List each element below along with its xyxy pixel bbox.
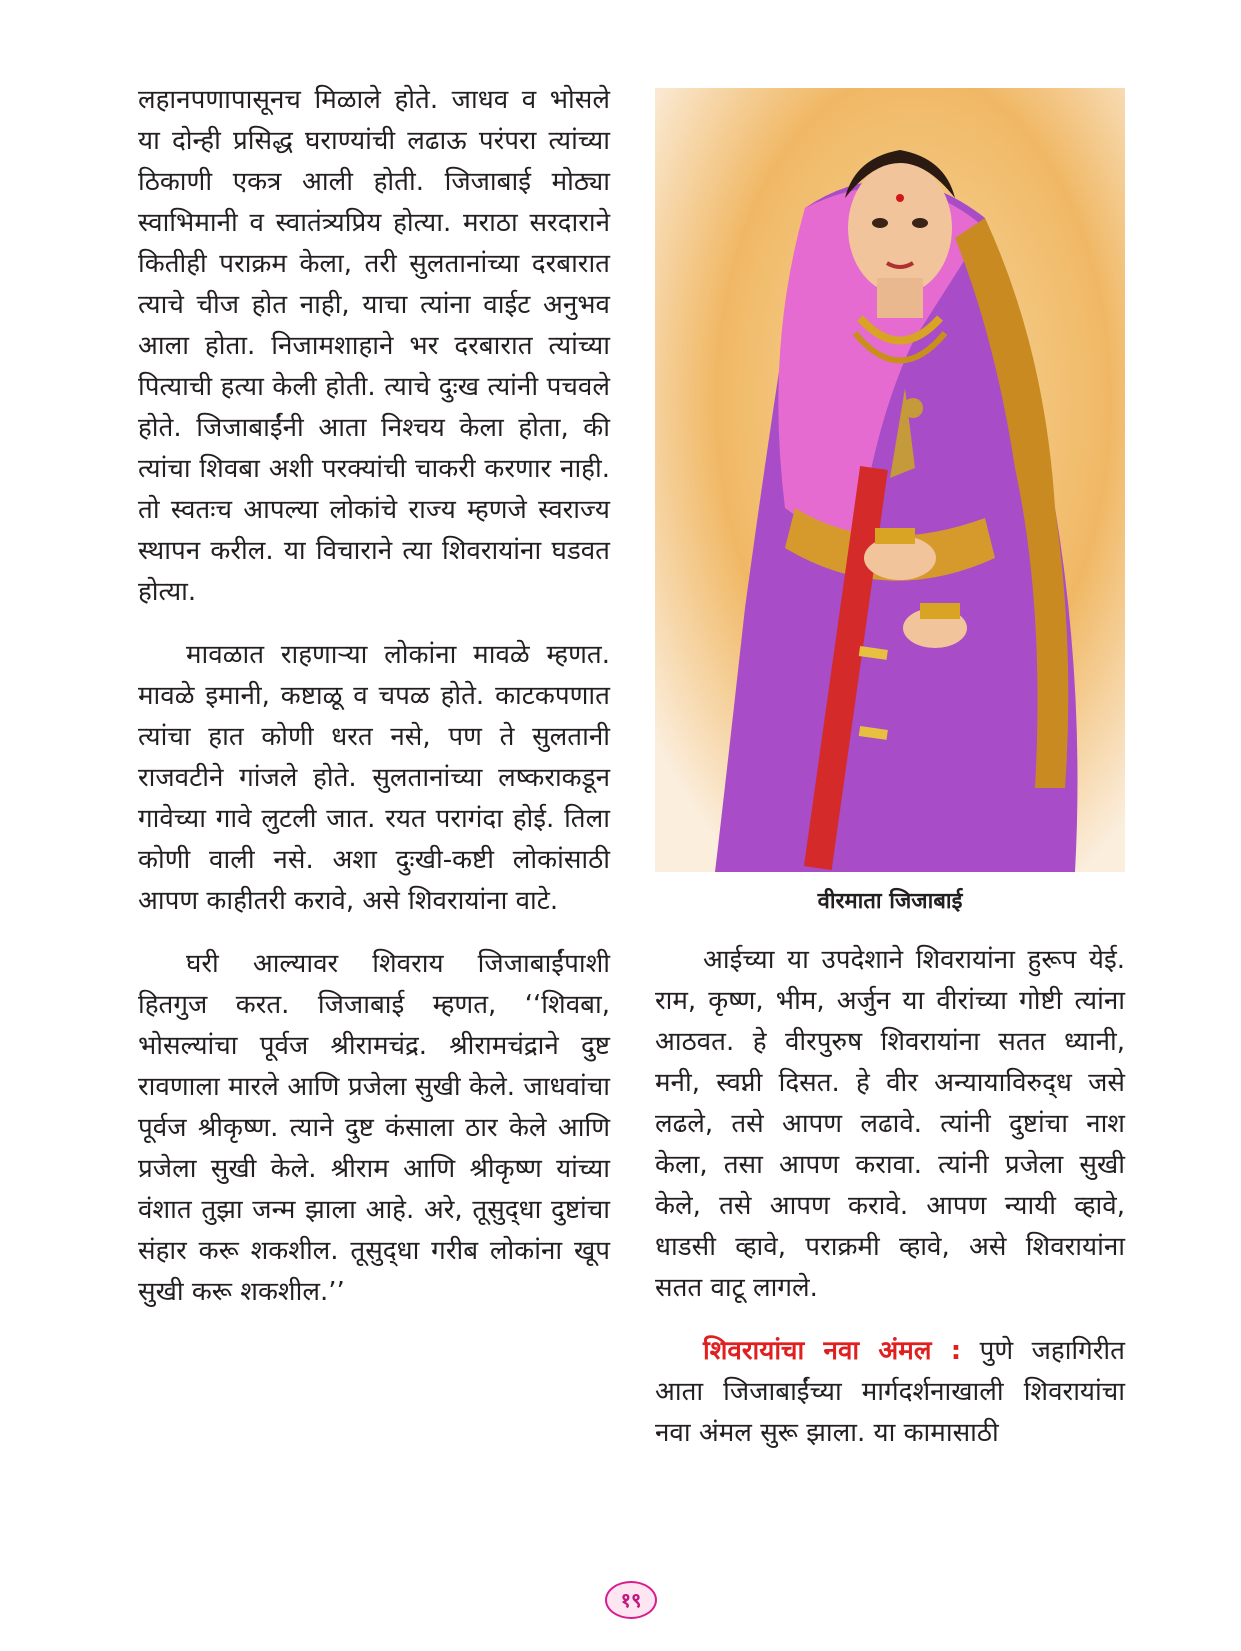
jijabai-illustration bbox=[655, 88, 1125, 872]
right-text-column bbox=[655, 940, 1125, 1476]
section-heading-new-rule: शिवरायांचा नवा अंमल : bbox=[703, 1336, 962, 1366]
paragraph-new-rule bbox=[655, 1331, 1125, 1454]
figure-caption: वीरमाता जिजाबाई bbox=[817, 889, 963, 914]
left-text-column bbox=[138, 80, 610, 1335]
paragraph-mavale: मावळात राहणाऱ्या लोकांना मावळे म्हणत. मावळे इमानी, कष्टाळू व चपळ होते. काटकपणात त्यांचा हात कोणी धरत नसे, पण ते सुलतानी राजवटीने गांजले होते. सुलतानांच्या लष्कराकडून गावेच्या गावे लुटली जात. रयत परागंदा होई. तिला कोणी वाली नसे. अशा दुःखी-कष्टी लोकांसाठी आपण काहीतरी करावे, असे शिवरायांना वाटे. bbox=[138, 640, 610, 916]
paragraph-jijabai-upbringing: लहानपणापासूनच मिळाले होते. जाधव व भोसले या दोन्ही प्रसिद्ध घराण्यांची लढाऊ परंपरा त्यांच्या ठिकाणी एकत्र आली होती. जिजाबाई मोठ्या स्वाभिमानी व स्वातंत्र्यप्रिय होत्या. मराठा सरदाराने कितीही पराक्रम केला, तरी सुलतानांच्या दरबारात त्याचे चीज होत नाही, याचा त्यांना वाईट अनुभव आला होता. निजामशाहाने भर दरबारात त्यांच्या पित्याची हत्या केली होती. त्याचे दुःख त्यांनी पचवले होते. जिजाबाईंनी आता निश्चय केला होता, की त्यांचा शिवबा अशी परक्यांची चाकरी करणार नाही. तो स्वतःच आपल्या लोकांचे राज्य म्हणजे स्वराज्य स्थापन करील. या विचाराने त्या शिवरायांना घडवत होत्या. bbox=[138, 85, 610, 607]
page-number: १९ bbox=[605, 1581, 657, 1619]
paragraph-jijabai-advice: घरी आल्यावर शिवराय जिजाबाईंपाशी हितगुज करत. जिजाबाई म्हणत, ‘‘शिवबा, भोसल्यांचा पूर्वज श्रीरामचंद्र. श्रीरामचंद्राने दुष्ट रावणाला मारले आणि प्रजेला सुखी केले. जाधवांचा पूर्वज श्रीकृष्ण. त्याने दुष्ट कंसाला ठार केले आणि प्रजेला सुखी केले. श्रीराम आणि श्रीकृष्ण यांच्या वंशात तुझा जन्म झाला आहे. अरे, तूसुद्‌धा दुष्टांचा संहार करू शकशील. तूसुद्‌धा गरीब लोकांना खूप सुखी करू शकशील.’’ bbox=[138, 949, 610, 1307]
paragraph-inspiration: आईच्या या उपदेशाने शिवरायांना हुरूप येई. राम, कृष्ण, भीम, अर्जुन या वीरांच्या गोष्टी त्यांना आठवत. हे वीरपुरुष शिवरायांना सतत ध्यानी, मनी, स्वप्नी दिसत. हे वीर अन्यायाविरुद्‌ध जसे लढले, तसे आपण लढावे. त्यांनी दुष्टांचा नाश केला, तसा आपण करावा. त्यांनी प्रजेला सुखी केले, तसे आपण करावे. आपण न्यायी व्हावे, धाडसी व्हावे, पराक्रमी व्हावे, असे शिवरायांना सतत वाटू लागले. bbox=[655, 945, 1125, 1303]
paragraph-new-rule-text: पुणे जहागिरीत आता जिजाबाईंच्या मार्गदर्शनाखाली शिवरायांचा नवा अंमल सुरू झाला. या कामासाठी bbox=[655, 1336, 1125, 1448]
